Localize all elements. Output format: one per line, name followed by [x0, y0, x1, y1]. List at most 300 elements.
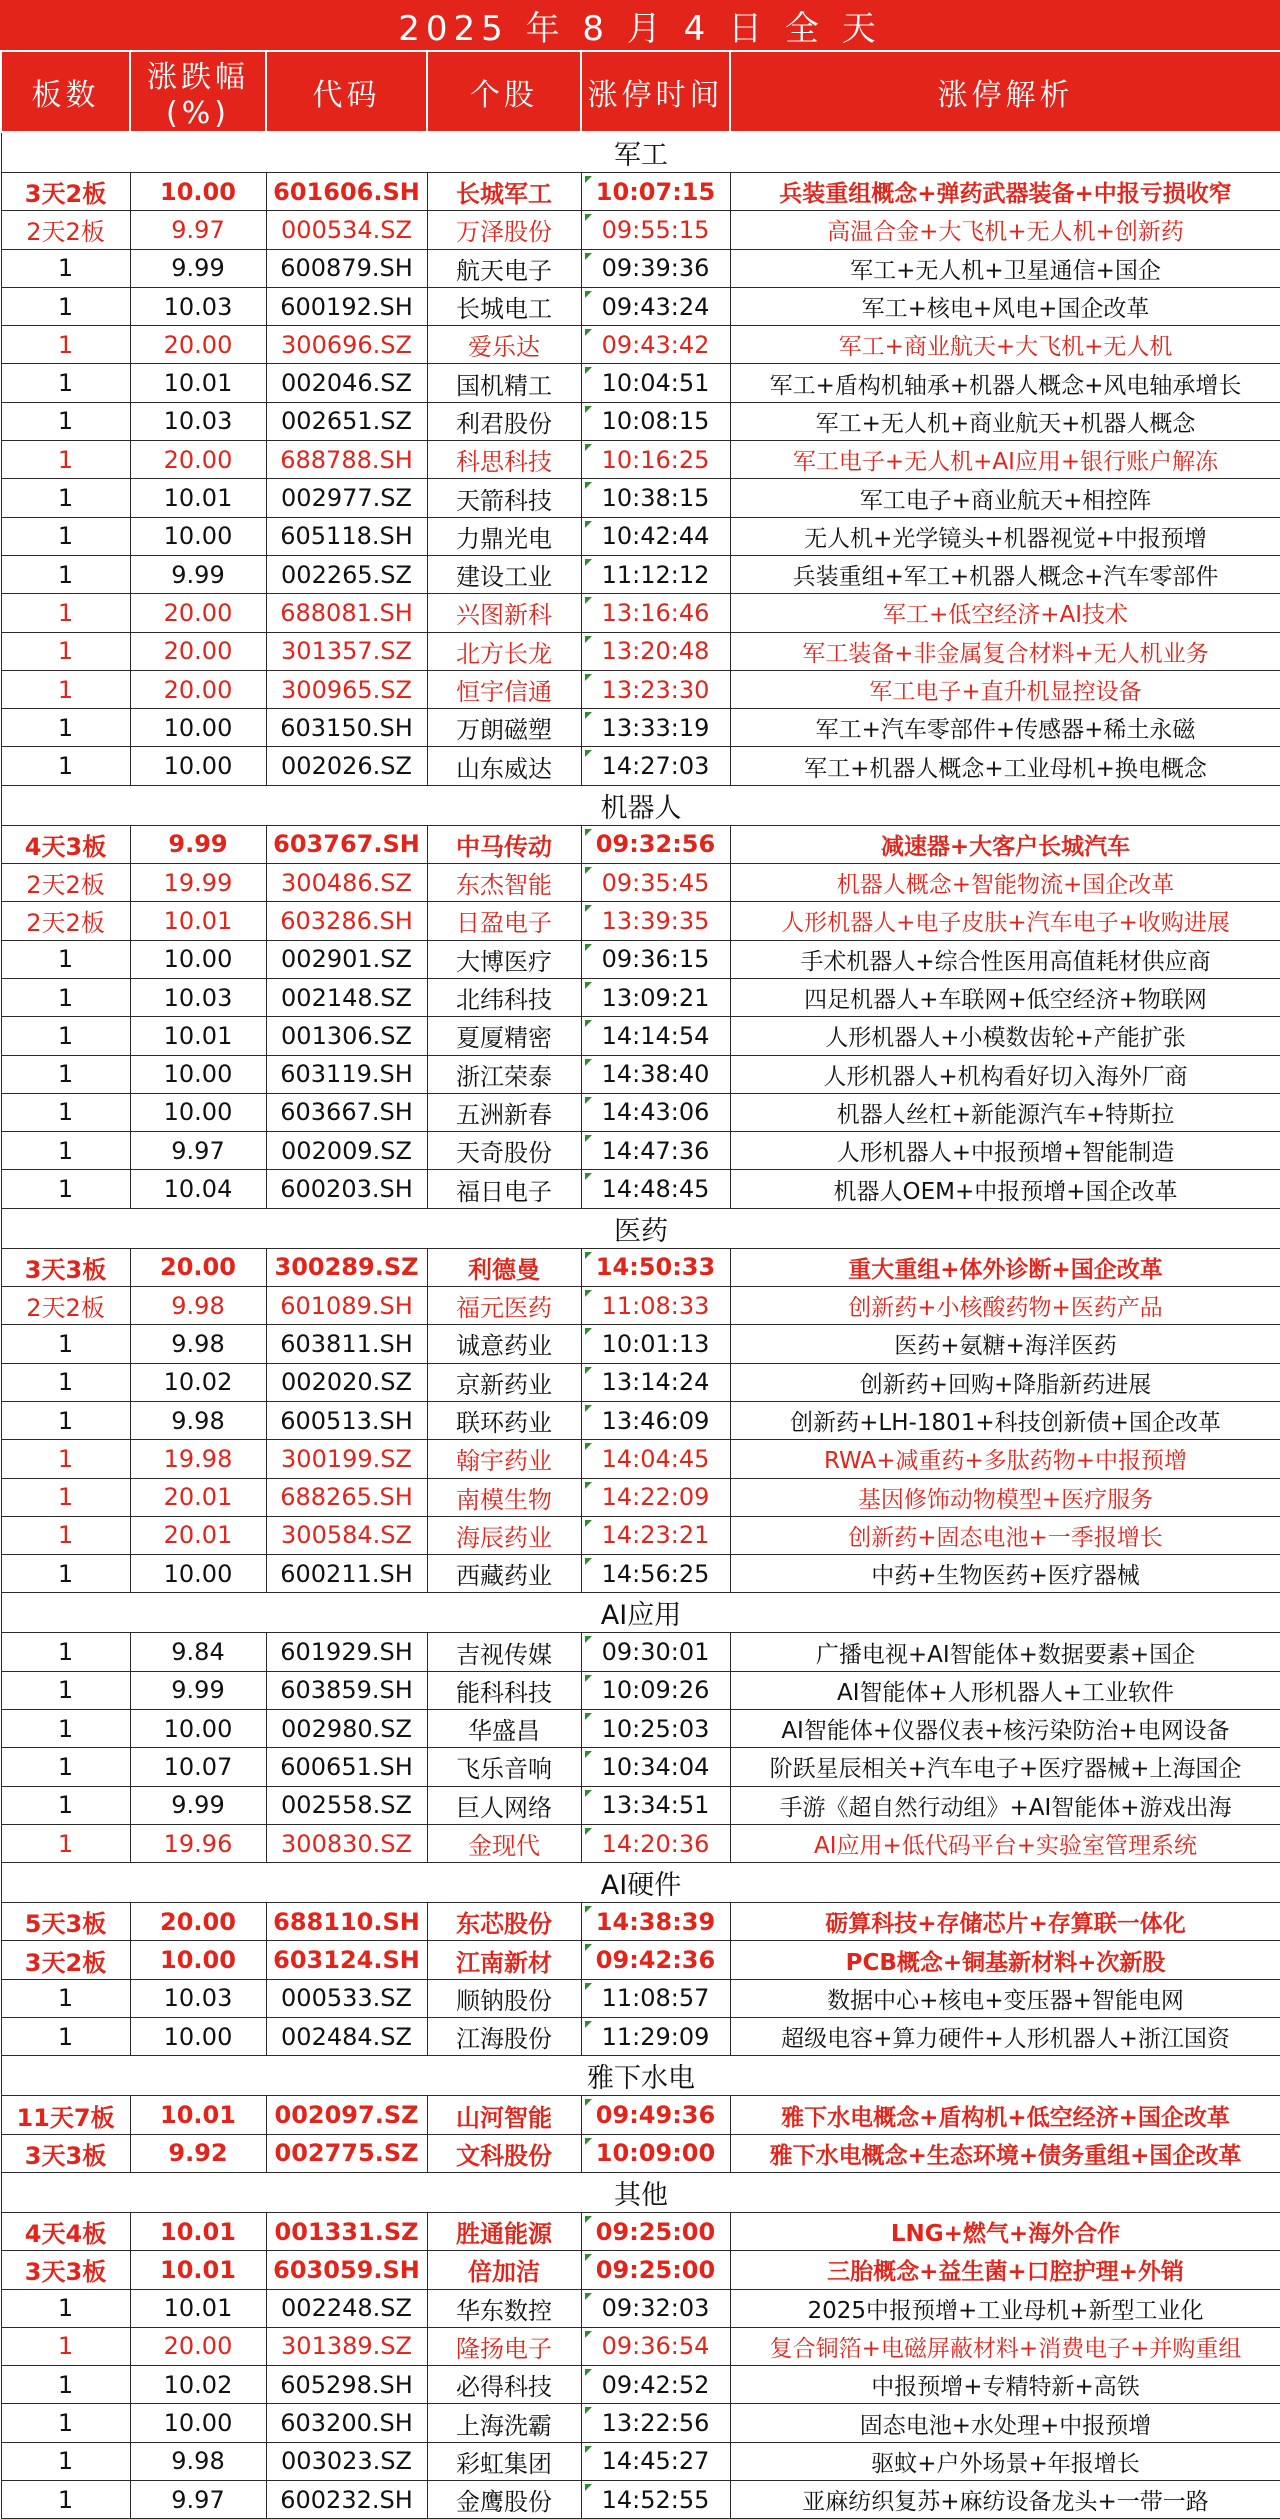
analysis-cell: 军工+盾构机轴承+机器人概念+风电轴承增长	[730, 364, 1280, 402]
code-cell: 600192.SH	[266, 287, 427, 325]
limit-time-cell: 14:50:33	[581, 1248, 730, 1286]
section-header	[1, 785, 1280, 825]
section-title: 雅下水电	[1, 2056, 1280, 2096]
section-header	[1, 2056, 1280, 2096]
table-row	[1, 1709, 1280, 1747]
stock-name-cell: 航天电子	[427, 249, 581, 287]
analysis-cell: 军工+低空经济+AI技术	[730, 594, 1280, 632]
analysis-cell: 超级电容+算力硬件+人形机器人+浙江国资	[730, 2018, 1280, 2056]
change-pct-cell: 9.84	[130, 1633, 266, 1671]
board-count-cell: 1	[1, 1055, 130, 1093]
limit-time-cell: 13:34:51	[581, 1786, 730, 1824]
code-cell: 001306.SZ	[266, 1017, 427, 1055]
board-count-cell: 1	[1, 2366, 130, 2404]
stock-name-cell: 东杰智能	[427, 864, 581, 902]
code-cell: 603811.SH	[266, 1325, 427, 1363]
analysis-cell: 复合铜箔+电磁屏蔽材料+消费电子+并购重组	[730, 2327, 1280, 2365]
stock-name-cell: 翰宇药业	[427, 1440, 581, 1478]
section-title: AI应用	[1, 1593, 1280, 1633]
limit-time-cell: 10:25:03	[581, 1709, 730, 1747]
limit-time-cell: 10:09:00	[581, 2134, 730, 2172]
code-cell: 000534.SZ	[266, 211, 427, 249]
change-pct-cell: 9.98	[130, 1401, 266, 1439]
board-count-cell: 1	[1, 1516, 130, 1554]
table-row	[1, 287, 1280, 325]
change-pct-cell: 9.98	[130, 1325, 266, 1363]
table-row	[1, 1170, 1280, 1208]
board-count-cell: 1	[1, 1093, 130, 1131]
board-count-cell: 1	[1, 1748, 130, 1786]
code-cell: 300965.SZ	[266, 670, 427, 708]
stock-name-cell: 国机精工	[427, 364, 581, 402]
header-row	[1, 51, 1280, 132]
table-row	[1, 1055, 1280, 1093]
table-row	[1, 2481, 1280, 2519]
table-row	[1, 1786, 1280, 1824]
analysis-cell: 军工+无人机+卫星通信+国企	[730, 249, 1280, 287]
analysis-cell: 阶跃星辰相关+汽车电子+医疗器械+上海国企	[730, 1748, 1280, 1786]
analysis-cell: 雅下水电概念+生态环境+债务重组+国企改革	[730, 2134, 1280, 2172]
table-row	[1, 902, 1280, 940]
code-cell: 300584.SZ	[266, 1516, 427, 1554]
change-pct-cell: 10.03	[130, 287, 266, 325]
table-row	[1, 1132, 1280, 1170]
board-count-cell: 1	[1, 1363, 130, 1401]
table-row	[1, 978, 1280, 1016]
analysis-cell: 创新药+固态电池+一季报增长	[730, 1516, 1280, 1554]
table-row	[1, 1516, 1280, 1554]
analysis-cell: 雅下水电概念+盾构机+低空经济+国企改革	[730, 2096, 1280, 2134]
table-row	[1, 632, 1280, 670]
board-count-cell: 1	[1, 2481, 130, 2519]
analysis-cell: 人形机器人+电子皮肤+汽车电子+收购进展	[730, 902, 1280, 940]
code-cell: 600513.SH	[266, 1401, 427, 1439]
change-pct-cell: 10.03	[130, 1979, 266, 2017]
stock-name-cell: 南模生物	[427, 1478, 581, 1516]
board-count-cell: 1	[1, 1786, 130, 1824]
analysis-cell: 手游《超自然行动组》+AI智能体+游戏出海	[730, 1786, 1280, 1824]
change-pct-cell: 20.00	[130, 441, 266, 479]
code-cell: 002097.SZ	[266, 2096, 427, 2134]
board-count-cell: 1	[1, 287, 130, 325]
analysis-cell: 军工+汽车零部件+传感器+稀土永磁	[730, 709, 1280, 747]
stock-name-cell: 吉视传媒	[427, 1633, 581, 1671]
section-header	[1, 1208, 1280, 1248]
analysis-cell: 军工+无人机+商业航天+机器人概念	[730, 402, 1280, 440]
limit-time-cell: 14:52:55	[581, 2481, 730, 2519]
limit-time-cell: 09:36:54	[581, 2327, 730, 2365]
code-cell: 688081.SH	[266, 594, 427, 632]
change-pct-cell: 20.00	[130, 326, 266, 364]
change-pct-cell: 9.98	[130, 2442, 266, 2480]
code-cell: 603767.SH	[266, 825, 427, 863]
table-row	[1, 1748, 1280, 1786]
limit-time-cell: 09:55:15	[581, 211, 730, 249]
stock-name-cell: 五洲新春	[427, 1093, 581, 1131]
stock-name-cell: 倍加洁	[427, 2251, 581, 2289]
change-pct-cell: 20.00	[130, 1248, 266, 1286]
change-pct-cell: 10.01	[130, 2251, 266, 2289]
code-cell: 601606.SH	[266, 173, 427, 211]
limit-time-cell: 14:22:09	[581, 1478, 730, 1516]
change-pct-cell: 10.01	[130, 364, 266, 402]
limit-time-cell: 10:01:13	[581, 1325, 730, 1363]
code-cell: 600211.SH	[266, 1555, 427, 1593]
table-row	[1, 1325, 1280, 1363]
analysis-cell: 人形机器人+机构看好切入海外厂商	[730, 1055, 1280, 1093]
stock-name-cell: 金现代	[427, 1824, 581, 1862]
limit-time-cell: 14:14:54	[581, 1017, 730, 1055]
code-cell: 600203.SH	[266, 1170, 427, 1208]
analysis-cell: 人形机器人+小模数齿轮+产能扩张	[730, 1017, 1280, 1055]
limit-up-table	[0, 50, 1280, 2519]
board-count-cell: 1	[1, 709, 130, 747]
stock-name-cell: 顺钠股份	[427, 1979, 581, 2017]
board-count-cell: 1	[1, 249, 130, 287]
table-row	[1, 1824, 1280, 1862]
stock-name-cell: 恒宇信通	[427, 670, 581, 708]
code-cell: 600651.SH	[266, 1748, 427, 1786]
code-cell: 603059.SH	[266, 2251, 427, 2289]
limit-time-cell: 14:48:45	[581, 1170, 730, 1208]
board-count-cell: 11天7板	[1, 2096, 130, 2134]
change-pct-cell: 10.00	[130, 173, 266, 211]
stock-name-cell: 浙江荣泰	[427, 1055, 581, 1093]
board-count-cell: 2天2板	[1, 1287, 130, 1325]
stock-name-cell: 万泽股份	[427, 211, 581, 249]
change-pct-cell: 9.92	[130, 2134, 266, 2172]
analysis-cell: 手术机器人+综合性医用高值耗材供应商	[730, 940, 1280, 978]
change-pct-cell: 20.00	[130, 594, 266, 632]
change-pct-cell: 10.02	[130, 1363, 266, 1401]
stock-name-cell: 上海洗霸	[427, 2404, 581, 2442]
limit-time-cell: 09:49:36	[581, 2096, 730, 2134]
code-cell: 603667.SH	[266, 1093, 427, 1131]
table-row	[1, 479, 1280, 517]
code-cell: 300289.SZ	[266, 1248, 427, 1286]
limit-time-cell: 11:12:12	[581, 555, 730, 593]
analysis-cell: 四足机器人+车联网+低空经济+物联网	[730, 978, 1280, 1016]
table-row	[1, 1401, 1280, 1439]
code-cell: 300486.SZ	[266, 864, 427, 902]
table-row	[1, 2096, 1280, 2134]
analysis-cell: 军工电子+无人机+AI应用+银行账户解冻	[730, 441, 1280, 479]
stock-name-cell: 巨人网络	[427, 1786, 581, 1824]
limit-time-cell: 09:42:36	[581, 1941, 730, 1979]
code-cell: 688788.SH	[266, 441, 427, 479]
section-header	[1, 2172, 1280, 2212]
stock-name-cell: 文科股份	[427, 2134, 581, 2172]
code-cell: 605118.SH	[266, 517, 427, 555]
change-pct-cell: 10.00	[130, 517, 266, 555]
change-pct-cell: 9.97	[130, 2481, 266, 2519]
board-count-cell: 1	[1, 441, 130, 479]
analysis-cell: 军工+机器人概念+工业母机+换电概念	[730, 747, 1280, 785]
board-count-cell: 1	[1, 1555, 130, 1593]
change-pct-cell: 10.02	[130, 2366, 266, 2404]
section-title: 其他	[1, 2172, 1280, 2212]
code-cell: 002248.SZ	[266, 2289, 427, 2327]
stock-name-cell: 建设工业	[427, 555, 581, 593]
analysis-cell: 广播电视+AI智能体+数据要素+国企	[730, 1633, 1280, 1671]
analysis-cell: 数据中心+核电+变压器+智能电网	[730, 1979, 1280, 2017]
table-row	[1, 1093, 1280, 1131]
board-count-cell: 1	[1, 670, 130, 708]
analysis-cell: 军工+商业航天+大飞机+无人机	[730, 326, 1280, 364]
analysis-cell: 兵装重组+军工+机器人概念+汽车零部件	[730, 555, 1280, 593]
change-pct-cell: 10.00	[130, 2404, 266, 2442]
table-row	[1, 1248, 1280, 1286]
table-row	[1, 1363, 1280, 1401]
stock-name-cell: 兴图新科	[427, 594, 581, 632]
change-pct-cell: 10.01	[130, 2096, 266, 2134]
stock-name-cell: 山河智能	[427, 2096, 581, 2134]
code-cell: 002651.SZ	[266, 402, 427, 440]
table-row	[1, 1478, 1280, 1516]
section-title: 医药	[1, 1208, 1280, 1248]
code-cell: 300830.SZ	[266, 1824, 427, 1862]
limit-time-cell: 14:56:25	[581, 1555, 730, 1593]
analysis-cell: 机器人OEM+中报预增+国企改革	[730, 1170, 1280, 1208]
table-row	[1, 2018, 1280, 2056]
stock-name-cell: 能科科技	[427, 1671, 581, 1709]
change-pct-cell: 10.00	[130, 1555, 266, 1593]
table-row	[1, 326, 1280, 364]
code-cell: 002901.SZ	[266, 940, 427, 978]
table-row	[1, 1941, 1280, 1979]
stock-name-cell: 长城军工	[427, 173, 581, 211]
header-limit-time: 涨停时间	[581, 51, 730, 132]
stock-name-cell: 胜通能源	[427, 2212, 581, 2250]
limit-time-cell: 10:38:15	[581, 479, 730, 517]
analysis-cell: 医药+氨糖+海洋医药	[730, 1325, 1280, 1363]
code-cell: 002009.SZ	[266, 1132, 427, 1170]
code-cell: 603200.SH	[266, 2404, 427, 2442]
board-count-cell: 2天2板	[1, 864, 130, 902]
analysis-cell: 兵装重组概念+弹药武器装备+中报亏损收窄	[730, 173, 1280, 211]
change-pct-cell: 10.01	[130, 1017, 266, 1055]
board-count-cell: 3天3板	[1, 2251, 130, 2289]
header-stock: 个股	[427, 51, 581, 132]
board-count-cell: 1	[1, 1824, 130, 1862]
stock-name-cell: 金鹰股份	[427, 2481, 581, 2519]
code-cell: 003023.SZ	[266, 2442, 427, 2480]
analysis-cell: 驱蚊+户外场景+年报增长	[730, 2442, 1280, 2480]
table-row	[1, 747, 1280, 785]
stock-name-cell: 北方长龙	[427, 632, 581, 670]
stock-name-cell: 隆扬电子	[427, 2327, 581, 2365]
stock-name-cell: 福元医药	[427, 1287, 581, 1325]
code-cell: 603119.SH	[266, 1055, 427, 1093]
board-count-cell: 1	[1, 402, 130, 440]
limit-time-cell: 10:09:26	[581, 1671, 730, 1709]
limit-time-cell: 11:08:33	[581, 1287, 730, 1325]
table-row	[1, 173, 1280, 211]
analysis-cell: 军工装备+非金属复合材料+无人机业务	[730, 632, 1280, 670]
stock-name-cell: 飞乐音响	[427, 1748, 581, 1786]
limit-time-cell: 09:42:52	[581, 2366, 730, 2404]
board-count-cell: 1	[1, 364, 130, 402]
code-cell: 002020.SZ	[266, 1363, 427, 1401]
board-count-cell: 2天2板	[1, 211, 130, 249]
change-pct-cell: 20.00	[130, 1903, 266, 1941]
code-cell: 002046.SZ	[266, 364, 427, 402]
board-count-cell: 1	[1, 1170, 130, 1208]
table-row	[1, 940, 1280, 978]
table-row	[1, 2289, 1280, 2327]
code-cell: 002026.SZ	[266, 747, 427, 785]
change-pct-cell: 9.97	[130, 211, 266, 249]
board-count-cell: 1	[1, 1671, 130, 1709]
change-pct-cell: 10.00	[130, 747, 266, 785]
header-analysis: 涨停解析	[730, 51, 1280, 132]
stock-name-cell: 诚意药业	[427, 1325, 581, 1363]
stock-name-cell: 日盈电子	[427, 902, 581, 940]
stock-name-cell: 西藏药业	[427, 1555, 581, 1593]
table-row	[1, 211, 1280, 249]
code-cell: 301357.SZ	[266, 632, 427, 670]
code-cell: 000533.SZ	[266, 1979, 427, 2017]
table-row	[1, 2212, 1280, 2250]
change-pct-cell: 9.99	[130, 1671, 266, 1709]
limit-time-cell: 11:08:57	[581, 1979, 730, 2017]
table-row	[1, 2442, 1280, 2480]
code-cell: 300199.SZ	[266, 1440, 427, 1478]
change-pct-cell: 10.03	[130, 402, 266, 440]
table-row	[1, 2251, 1280, 2289]
limit-time-cell: 09:43:24	[581, 287, 730, 325]
stock-name-cell: 华盛昌	[427, 1709, 581, 1747]
stock-name-cell: 北纬科技	[427, 978, 581, 1016]
code-cell: 601929.SH	[266, 1633, 427, 1671]
section-title: 军工	[1, 132, 1280, 173]
code-cell: 688110.SH	[266, 1903, 427, 1941]
analysis-cell: 亚麻纺织复苏+麻纺设备龙头+一带一路	[730, 2481, 1280, 2519]
analysis-cell: 创新药+回购+降脂新药进展	[730, 1363, 1280, 1401]
board-count-cell: 5天3板	[1, 1903, 130, 1941]
limit-time-cell: 10:08:15	[581, 402, 730, 440]
stock-name-cell: 夏厦精密	[427, 1017, 581, 1055]
table-row	[1, 249, 1280, 287]
analysis-cell: 机器人丝杠+新能源汽车+特斯拉	[730, 1093, 1280, 1131]
change-pct-cell: 9.98	[130, 1287, 266, 1325]
change-pct-cell: 20.01	[130, 1478, 266, 1516]
stock-name-cell: 东芯股份	[427, 1903, 581, 1941]
board-count-cell: 3天3板	[1, 1248, 130, 1286]
change-pct-cell: 10.04	[130, 1170, 266, 1208]
board-count-cell: 1	[1, 940, 130, 978]
code-cell: 603859.SH	[266, 1671, 427, 1709]
board-count-cell: 1	[1, 747, 130, 785]
code-cell: 002977.SZ	[266, 479, 427, 517]
analysis-cell: 减速器+大客户长城汽车	[730, 825, 1280, 863]
limit-time-cell: 13:20:48	[581, 632, 730, 670]
analysis-cell: 砺算科技+存储芯片+存算联一体化	[730, 1903, 1280, 1941]
board-count-cell: 1	[1, 1478, 130, 1516]
board-count-cell: 1	[1, 978, 130, 1016]
analysis-cell: 重大重组+体外诊断+国企改革	[730, 1248, 1280, 1286]
stock-name-cell: 海辰药业	[427, 1516, 581, 1554]
board-count-cell: 1	[1, 1325, 130, 1363]
change-pct-cell: 19.98	[130, 1440, 266, 1478]
analysis-cell: PCB概念+铜基新材料+次新股	[730, 1941, 1280, 1979]
analysis-cell: 创新药+小核酸药物+医药产品	[730, 1287, 1280, 1325]
table-row	[1, 364, 1280, 402]
analysis-cell: LNG+燃气+海外合作	[730, 2212, 1280, 2250]
change-pct-cell: 10.03	[130, 978, 266, 1016]
stock-name-cell: 万朗磁塑	[427, 709, 581, 747]
section-header	[1, 1593, 1280, 1633]
limit-time-cell: 14:23:21	[581, 1516, 730, 1554]
code-cell: 603124.SH	[266, 1941, 427, 1979]
analysis-cell: 无人机+光学镜头+机器视觉+中报预增	[730, 517, 1280, 555]
board-count-cell: 1	[1, 594, 130, 632]
analysis-cell: AI智能体+仪器仪表+核污染防治+电网设备	[730, 1709, 1280, 1747]
board-count-cell: 1	[1, 632, 130, 670]
stock-name-cell: 必得科技	[427, 2366, 581, 2404]
section-title: 机器人	[1, 785, 1280, 825]
change-pct-cell: 10.00	[130, 1709, 266, 1747]
analysis-cell: RWA+减重药+多肽药物+中报预增	[730, 1440, 1280, 1478]
change-pct-cell: 20.00	[130, 2327, 266, 2365]
analysis-cell: 高温合金+大飞机+无人机+创新药	[730, 211, 1280, 249]
change-pct-cell: 20.01	[130, 1516, 266, 1554]
stock-name-cell: 中马传动	[427, 825, 581, 863]
limit-time-cell: 14:20:36	[581, 1824, 730, 1862]
limit-time-cell: 09:25:00	[581, 2212, 730, 2250]
board-count-cell: 1	[1, 1401, 130, 1439]
board-count-cell: 1	[1, 2289, 130, 2327]
analysis-cell: 人形机器人+中报预增+智能制造	[730, 1132, 1280, 1170]
header-board-count: 板数	[1, 51, 130, 132]
board-count-cell: 4天4板	[1, 2212, 130, 2250]
change-pct-cell: 19.99	[130, 864, 266, 902]
limit-time-cell: 09:30:01	[581, 1633, 730, 1671]
analysis-cell: 2025中报预增+工业母机+新型工业化	[730, 2289, 1280, 2327]
limit-time-cell: 14:47:36	[581, 1132, 730, 1170]
change-pct-cell: 19.96	[130, 1824, 266, 1862]
board-count-cell: 3天3板	[1, 2134, 130, 2172]
table-row	[1, 670, 1280, 708]
stock-name-cell: 江南新材	[427, 1941, 581, 1979]
stock-name-cell: 爱乐达	[427, 326, 581, 364]
code-cell: 688265.SH	[266, 1478, 427, 1516]
analysis-cell: 三胎概念+益生菌+口腔护理+外销	[730, 2251, 1280, 2289]
change-pct-cell: 10.00	[130, 1941, 266, 1979]
code-cell: 001331.SZ	[266, 2212, 427, 2250]
limit-time-cell: 09:36:15	[581, 940, 730, 978]
limit-time-cell: 13:46:09	[581, 1401, 730, 1439]
board-count-cell: 1	[1, 2018, 130, 2056]
limit-time-cell: 09:32:56	[581, 825, 730, 863]
change-pct-cell: 10.00	[130, 1055, 266, 1093]
limit-time-cell: 09:43:42	[581, 326, 730, 364]
code-cell: 605298.SH	[266, 2366, 427, 2404]
stock-name-cell: 联环药业	[427, 1401, 581, 1439]
table-body	[1, 132, 1280, 2519]
stock-name-cell: 力鼎光电	[427, 517, 581, 555]
board-count-cell: 3天2板	[1, 173, 130, 211]
section-header	[1, 132, 1280, 173]
limit-time-cell: 14:45:27	[581, 2442, 730, 2480]
limit-time-cell: 14:04:45	[581, 1440, 730, 1478]
board-count-cell: 1	[1, 517, 130, 555]
limit-time-cell: 11:29:09	[581, 2018, 730, 2056]
change-pct-cell: 9.99	[130, 249, 266, 287]
stock-name-cell: 华东数控	[427, 2289, 581, 2327]
code-cell: 603286.SH	[266, 902, 427, 940]
limit-time-cell: 14:43:06	[581, 1093, 730, 1131]
